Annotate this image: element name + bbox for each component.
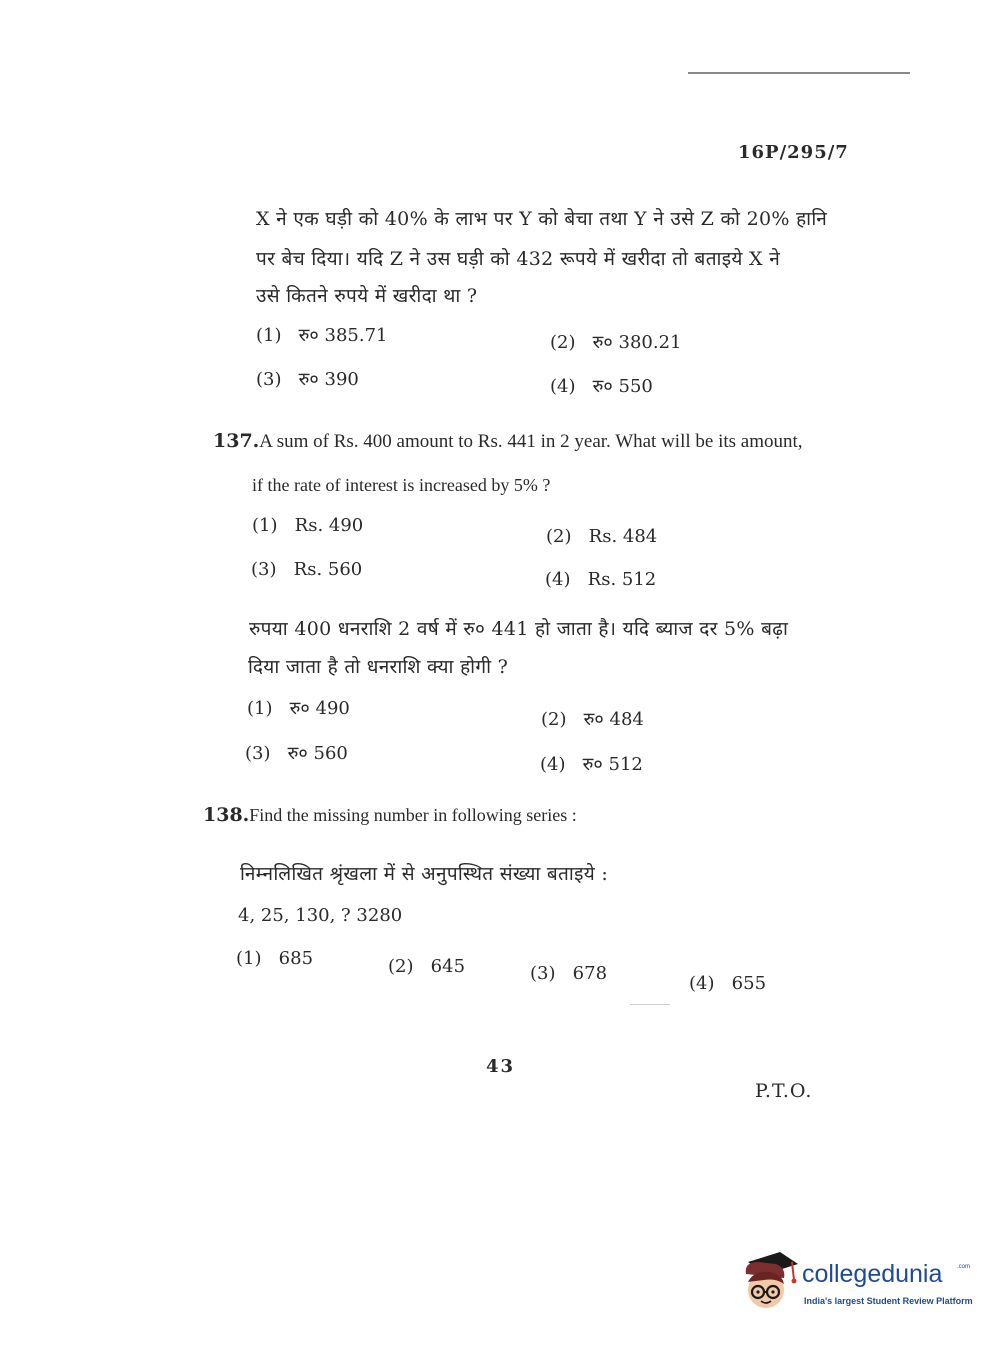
q137-en-option-4 <box>545 569 656 590</box>
option-number: (4) <box>550 376 576 397</box>
option-number: (2) <box>388 956 414 977</box>
q136-option-3 <box>256 367 359 391</box>
option-text: रु० 385.71 <box>298 325 388 346</box>
option-number: (2) <box>546 526 572 547</box>
pto-label: P.T.O. <box>755 1080 813 1102</box>
header-rule <box>688 72 910 74</box>
option-text: Rs. 484 <box>588 526 658 547</box>
collegedunia-logo <box>740 1248 973 1318</box>
option-text: रु० 380.21 <box>592 332 682 353</box>
option-text: रु० 490 <box>289 698 350 719</box>
option-text: 685 <box>278 948 314 969</box>
option-text: रु० 512 <box>582 754 643 775</box>
option-text: Rs. 512 <box>587 569 657 590</box>
q136-option-4 <box>550 374 653 398</box>
option-number: (4) <box>545 569 571 590</box>
option-text: रु० 484 <box>583 709 644 730</box>
scan-speck <box>630 1004 670 1005</box>
q138-option-1 <box>236 948 313 969</box>
logo-tagline: India's largest Student Review Platform <box>804 1296 973 1306</box>
q137-en-option-2 <box>546 526 657 547</box>
option-number: (1) <box>247 698 273 719</box>
q136-option-1 <box>256 323 388 347</box>
option-text: 645 <box>430 956 466 977</box>
option-number: (3) <box>256 369 282 390</box>
q138-series: 4, 25, 130, ? 3280 <box>238 905 403 926</box>
option-number: (3) <box>251 559 277 580</box>
q136-line-1: X ने एक घड़ी को 40% के लाभ पर Y को बेचा तथा Y ने उसे Z को 20% हानि <box>256 208 828 230</box>
option-number: (3) <box>530 963 556 984</box>
question-number: 138. <box>203 804 250 826</box>
q136-option-2 <box>550 330 682 354</box>
mascot-icon <box>740 1248 800 1314</box>
q137-hi-line-2: दिया जाता है तो धनराशि क्या होगी ? <box>248 656 509 678</box>
option-number: (1) <box>236 948 262 969</box>
q138-english <box>203 804 577 826</box>
question-number: 137. <box>213 430 260 452</box>
option-number: (3) <box>245 743 271 764</box>
option-number: (4) <box>540 754 566 775</box>
q137-hi-line-1: रुपया 400 धनराशि 2 वर्ष में रु० 441 हो जाता है। यदि ब्याज दर 5% बढ़ा <box>249 618 789 640</box>
q136-line-3: उसे कितने रुपये में खरीदा था ? <box>256 285 478 307</box>
logo-dotcom: .com <box>957 1264 971 1270</box>
option-text: Rs. 560 <box>293 559 363 580</box>
option-text: Rs. 490 <box>294 515 364 536</box>
q137-hi-option-4 <box>540 752 643 776</box>
q137-hi-option-2 <box>541 707 644 731</box>
logo-wordmark: collegedunia <box>802 1260 943 1288</box>
q137-en-option-3 <box>251 559 362 580</box>
option-text: रु० 550 <box>592 376 653 397</box>
q136-line-2: पर बेच दिया। यदि Z ने उस घड़ी को 432 रूपये में खरीदा तो बताइये X ने <box>256 248 781 270</box>
paper-code: 16P/295/7 <box>738 142 849 163</box>
option-text: रु० 390 <box>298 369 359 390</box>
option-text: रु० 560 <box>287 743 348 764</box>
q137-hi-option-1 <box>247 696 350 720</box>
q138-hi-line: निम्नलिखित श्रृंखला में से अनुपस्थित संख्या बताइये : <box>240 863 609 885</box>
q137-en-option-1 <box>252 515 363 536</box>
q137-en-line-2: if the rate of interest is increased by 5% ? <box>252 475 551 495</box>
option-text: 655 <box>731 973 767 994</box>
option-number: (1) <box>256 325 282 346</box>
option-number: (4) <box>689 973 715 994</box>
q138-option-4 <box>689 973 766 994</box>
option-number: (1) <box>252 515 278 536</box>
q137-en-line-1: A sum of Rs. 400 amount to Rs. 441 in 2 year. What will be its amount, <box>259 431 803 452</box>
option-text: 678 <box>572 963 608 984</box>
q137-hi-option-3 <box>245 741 348 765</box>
q138-en-line: Find the missing number in following series : <box>249 805 577 825</box>
page-number: 43 <box>486 1056 516 1077</box>
q138-option-2 <box>388 956 465 977</box>
option-number: (2) <box>550 332 576 353</box>
q137-english <box>213 430 803 453</box>
option-number: (2) <box>541 709 567 730</box>
q138-option-3 <box>530 963 607 984</box>
